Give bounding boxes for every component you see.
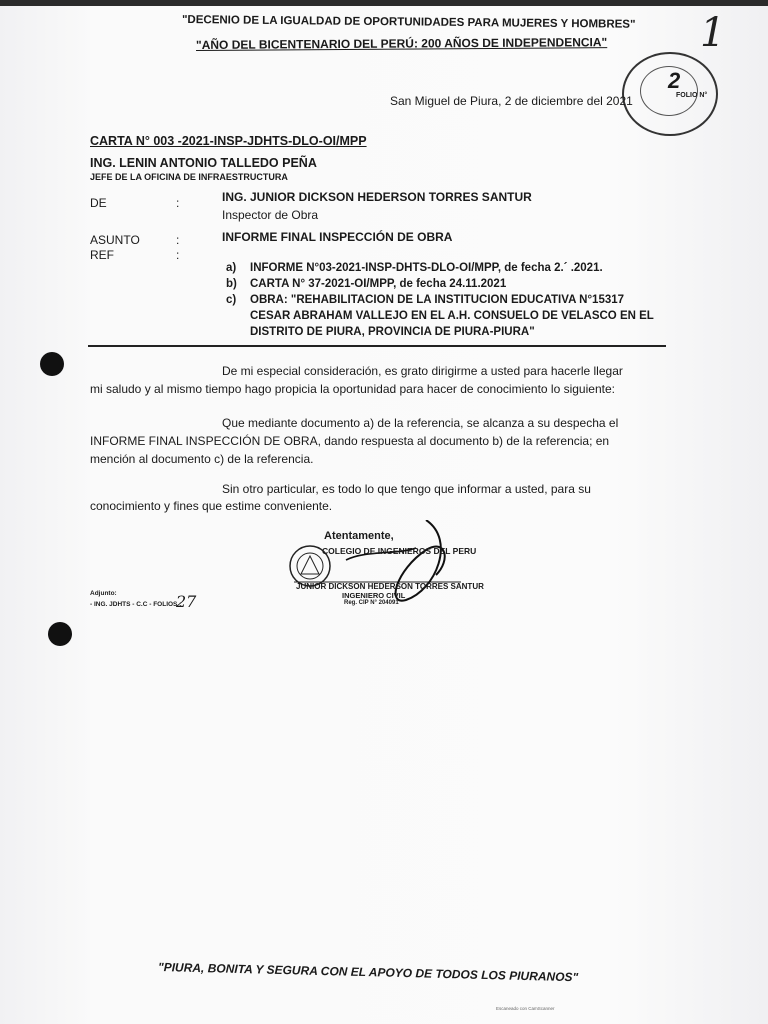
ref-c-line2: CESAR ABRAHAM VALLEJO EN EL A.H. CONSUELO DE VELASCO EN EL <box>250 310 654 322</box>
scanner-watermark: Escaneado con CamScanner <box>496 1006 555 1011</box>
ref-c-line3: DISTRITO DE PIURA, PROVINCIA DE PIURA-PIURA" <box>250 326 535 338</box>
stamp-number: 2 <box>668 68 681 93</box>
ref-c-text: OBRA: "REHABILITACION DE LA INSTITUCION EDUCATIVA N°15317 <box>250 294 625 306</box>
letter-number: CARTA N° 003 -2021-INSP-JDHTS-DLO-OI/MPP <box>90 134 367 148</box>
paragraph-3-rest: conocimiento y fines que estime conveniente. <box>90 499 333 513</box>
signer-title: INGENIERO CIVIL <box>342 591 406 600</box>
paragraph-2-first: Que mediante documento a) de la referencia, se alcanza a su despecha el <box>222 416 619 430</box>
punch-hole <box>48 622 72 646</box>
seal-text: COLEGIO DE INGENIEROS DEL PERU <box>322 546 477 556</box>
attachment-folio-count: 27 <box>176 592 197 611</box>
paragraph-2-line3: mención al documento c) de la referencia. <box>90 452 314 466</box>
signer-name: JUNIOR DICKSON HEDERSON TORRES SANTUR <box>296 582 484 591</box>
decade-slogan: "DECENIO DE LA IGUALDAD DE OPORTUNIDADES PARA MUJERES Y HOMBRES" <box>181 14 636 31</box>
year-slogan: "AÑO DEL BICENTENARIO DEL PERÚ: 200 AÑOS DE INDEPENDENCIA" <box>195 35 608 52</box>
ref-a-marker: a) <box>226 262 237 274</box>
subject-value: INFORME FINAL INSPECCIÓN DE OBRA <box>222 230 453 244</box>
ref-b-marker: b) <box>226 278 237 290</box>
paragraph-2-line2: INFORME FINAL INSPECCIÓN DE OBRA, dando respuesta al documento b) de la referencia; en <box>90 434 610 448</box>
ref-label: REF <box>90 248 114 262</box>
subject-label: ASUNTO <box>90 233 140 247</box>
ref-colon: : <box>176 248 180 262</box>
ref-b-text: CARTA N° 37-2021-OI/MPP, de fecha 24.11.2021 <box>250 278 507 290</box>
scan-edge <box>0 0 768 6</box>
subject-colon: : <box>176 233 180 247</box>
stamp-label: FOLIO N° <box>676 92 708 99</box>
attachment-label: Adjunto: <box>90 590 117 597</box>
sender-role: Inspector de Obra <box>222 208 319 222</box>
handwritten-page-number: 1 <box>700 10 726 56</box>
ref-c-marker: c) <box>226 294 237 306</box>
paragraph-1-rest: mi saludo y al mismo tiempo hago propicia la oportunidad para hacer de conocimiento lo siguiente: <box>90 382 615 396</box>
attachment-line: - ING. JDHTS - C.C - FOLIOS : <box>90 601 182 608</box>
sender-name: ING. JUNIOR DICKSON HEDERSON TORRES SANTUR <box>222 190 532 204</box>
from-label: DE <box>90 196 107 210</box>
recipient-title: JEFE DE LA OFICINA DE INFRAESTRUCTURA <box>90 172 288 182</box>
paragraph-1-first: De mi especial consideración, es grato dirigirme a usted para hacerle llegar <box>222 364 623 378</box>
header-divider <box>88 345 666 347</box>
letter-date: San Miguel de Piura, 2 de diciembre del 2021 <box>390 94 633 108</box>
from-colon: : <box>176 196 180 210</box>
paragraph-3-first: Sin otro particular, es todo lo que tengo que informar a usted, para su <box>222 482 591 496</box>
footer-slogan: "PIURA, BONITA Y SEGURA CON EL APOYO DE TODOS LOS PIURANOS" <box>157 960 579 985</box>
recipient-name: ING. LENIN ANTONIO TALLEDO PEÑA <box>90 156 317 170</box>
ref-a-text: INFORME N°03-2021-INSP-DHTS-DLO-OI/MPP, de fecha 2.´ .2021. <box>250 262 603 274</box>
punch-hole <box>40 352 64 376</box>
signer-registration: Reg. CIP N° 204091 <box>344 600 399 606</box>
signature-closing: Atentamente, <box>324 530 394 542</box>
